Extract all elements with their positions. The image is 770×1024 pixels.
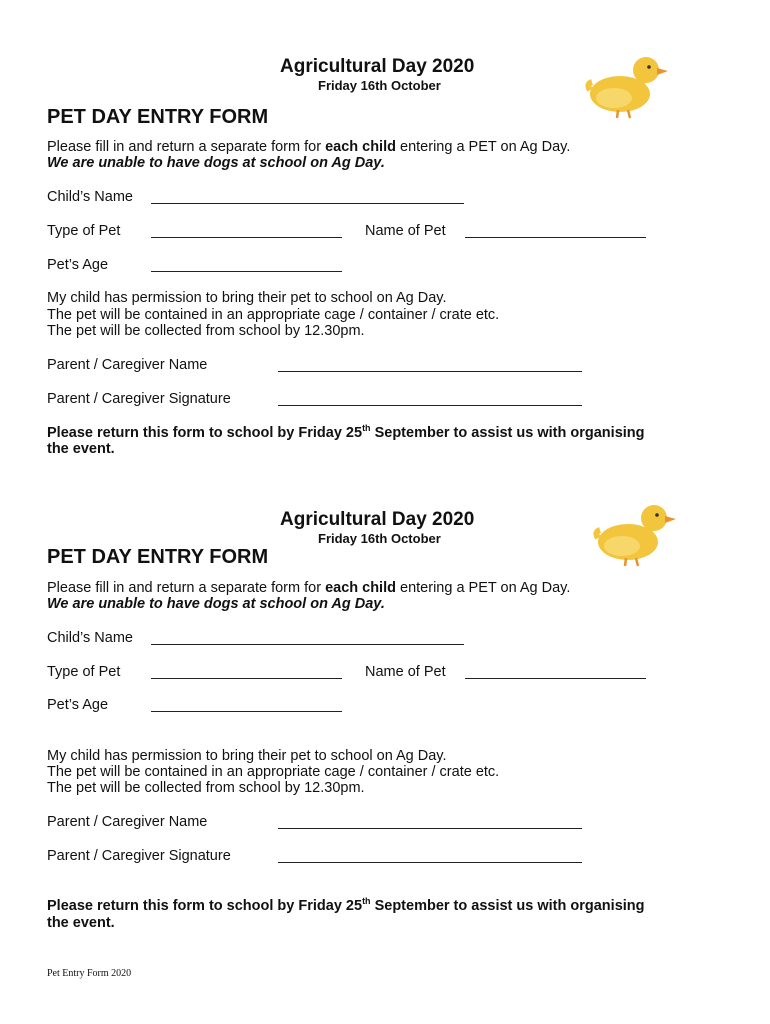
parent-signature-label: Parent / Caregiver Signature xyxy=(47,848,231,864)
pets-age-field[interactable] xyxy=(151,271,342,272)
permission-line-3: The pet will be collected from school by 12.30pm. xyxy=(47,780,365,796)
return-instructions: Please return this form to school by Friday 25th September to assist us with organising xyxy=(47,896,645,914)
parent-signature-field[interactable] xyxy=(278,405,582,406)
event-title: Agricultural Day 2020 xyxy=(280,56,475,77)
return-instructions-end: the event. xyxy=(47,915,115,931)
parent-signature-label: Parent / Caregiver Signature xyxy=(47,391,231,407)
type-of-pet-field[interactable] xyxy=(151,237,342,238)
no-dogs-notice: We are unable to have dogs at school on Ag Day. xyxy=(47,596,385,612)
childs-name-label: Child’s Name xyxy=(47,630,133,646)
permission-line-2: The pet will be contained in an appropriate cage / container / crate etc. xyxy=(47,307,500,323)
intro-text: Please fill in and return a separate form for each child entering a PET on Ag Day. xyxy=(47,580,571,596)
event-title: Agricultural Day 2020 xyxy=(280,509,475,530)
type-of-pet-label: Type of Pet xyxy=(47,223,121,239)
event-date: Friday 16th October xyxy=(318,531,441,546)
pets-age-field[interactable] xyxy=(151,711,342,712)
pets-age-label: Pet’s Age xyxy=(47,697,109,713)
permission-line-1: My child has permission to bring their pet to school on Ag Day. xyxy=(47,748,447,764)
form-heading: PET DAY ENTRY FORM xyxy=(47,106,269,128)
permission-line-1: My child has permission to bring their pet to school on Ag Day. xyxy=(47,290,447,306)
no-dogs-notice: We are unable to have dogs at school on Ag Day. xyxy=(47,155,385,171)
permission-line-3: The pet will be collected from school by 12.30pm. xyxy=(47,323,365,339)
duckling-image xyxy=(584,48,674,120)
type-of-pet-field[interactable] xyxy=(151,678,342,679)
name-of-pet-label: Name of Pet xyxy=(365,223,446,239)
name-of-pet-label: Name of Pet xyxy=(365,664,446,680)
event-date: Friday 16th October xyxy=(318,78,441,93)
parent-name-label: Parent / Caregiver Name xyxy=(47,357,208,373)
return-instructions-end: the event. xyxy=(47,441,115,457)
intro-text: Please fill in and return a separate form for each child entering a PET on Ag Day. xyxy=(47,139,571,155)
parent-name-field[interactable] xyxy=(278,828,582,829)
parent-name-field[interactable] xyxy=(278,371,582,372)
type-of-pet-label: Type of Pet xyxy=(47,664,121,680)
name-of-pet-field[interactable] xyxy=(465,237,646,238)
childs-name-field[interactable] xyxy=(151,644,464,645)
pets-age-label: Pet’s Age xyxy=(47,257,109,273)
childs-name-label: Child’s Name xyxy=(47,189,133,205)
parent-name-label: Parent / Caregiver Name xyxy=(47,814,208,830)
page-footer: Pet Entry Form 2020 xyxy=(47,968,132,979)
childs-name-field[interactable] xyxy=(151,203,464,204)
parent-signature-field[interactable] xyxy=(278,862,582,863)
return-instructions: Please return this form to school by Friday 25th September to assist us with organising xyxy=(47,423,645,441)
permission-line-2: The pet will be contained in an appropriate cage / container / crate etc. xyxy=(47,764,500,780)
name-of-pet-field[interactable] xyxy=(465,678,646,679)
duckling-image xyxy=(592,496,682,568)
form-heading: PET DAY ENTRY FORM xyxy=(47,546,269,568)
